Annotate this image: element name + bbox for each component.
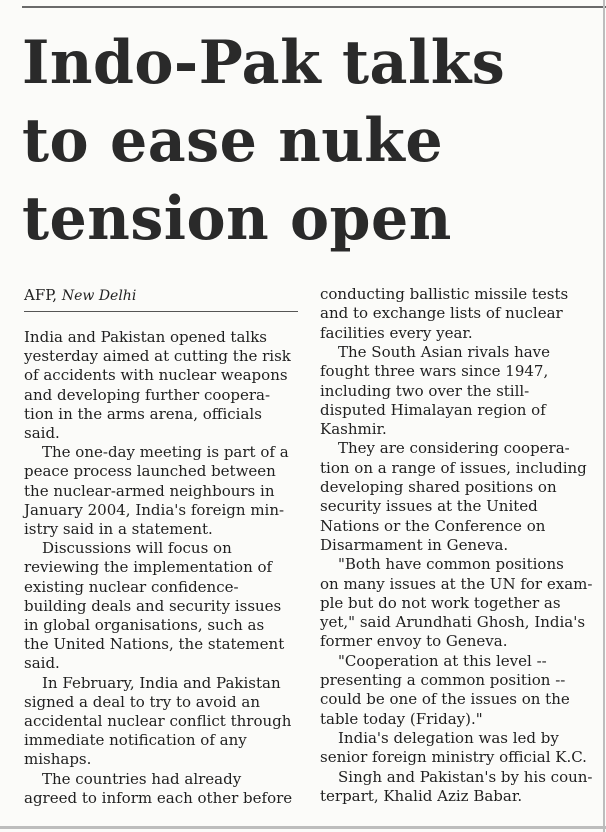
- article-line: istry said in a statement.: [24, 520, 213, 538]
- article-line: Kashmir.: [320, 420, 387, 439]
- article-line: including two over the still-: [320, 381, 530, 400]
- article-line: ple but do not work together as: [320, 593, 561, 612]
- article-line: India's delegation was led by: [338, 728, 559, 747]
- article-line: disputed Himalayan region of: [320, 400, 546, 419]
- article-line: peace process launched between: [24, 462, 276, 481]
- article-line: could be one of the issues on the: [320, 690, 570, 709]
- article-line: "Cooperation at this level --: [338, 651, 547, 670]
- article-line: presenting a common position --: [320, 671, 566, 689]
- article-line: agreed to inform each other before: [24, 788, 293, 807]
- dateline-place: New Delhi: [61, 288, 137, 304]
- headline-line: Indo-Pak talks: [22, 28, 506, 98]
- article-line: "Both have common positions: [338, 555, 564, 574]
- article-line: the nuclear-armed neighbours in: [24, 481, 275, 500]
- article-line: India and Pakistan opened talks: [24, 328, 267, 346]
- article-line: existing nuclear confidence-: [24, 577, 239, 596]
- article-line: Singh and Pakistan's by his coun-: [338, 767, 593, 786]
- article-line: table today (Friday).": [320, 709, 483, 728]
- article-line: January 2004, India's foreign min-: [24, 500, 285, 519]
- article-line: in global organisations, such as: [24, 616, 265, 634]
- article-line: building deals and security issues: [24, 596, 282, 615]
- bottom-edge: [0, 826, 606, 829]
- headline-line: tension open: [22, 184, 452, 254]
- article-line: fought three wars since 1947,: [320, 362, 549, 381]
- article-line: and developing further coopera-: [24, 385, 271, 404]
- headline: [22, 24, 602, 258]
- article-line: The countries had already: [42, 769, 242, 788]
- article-line: said.: [24, 654, 60, 673]
- article-line: accidental nuclear conflict through: [24, 712, 292, 730]
- article-line: of accidents with nuclear weapons: [24, 366, 288, 385]
- article-line: They are considering coopera-: [338, 439, 570, 458]
- article-line: on many issues at the UN for exam-: [320, 574, 593, 593]
- article-line: terpart, Khalid Aziz Babar.: [320, 786, 523, 805]
- article-line: In February, India and Pakistan: [42, 673, 281, 692]
- article-line: tion on a range of issues, including: [320, 458, 587, 477]
- article-line: facilities every year.: [320, 323, 473, 342]
- article-line: signed a deal to try to avoid an: [24, 692, 261, 711]
- article-line: senior foreign ministry official K.C.: [320, 748, 587, 767]
- article-line: Nations or the Conference on: [320, 516, 546, 535]
- dateline-rule: [24, 311, 298, 312]
- article-line: yesterday aimed at cutting the risk: [24, 347, 291, 366]
- article-line: tion in the arms arena, officials: [24, 404, 262, 423]
- right-edge: [603, 0, 605, 832]
- article-line: The one-day meeting is part of a: [42, 443, 289, 462]
- article-line: former envoy to Geneva.: [320, 632, 508, 651]
- article-line: yet," said Arundhati Ghosh, India's: [320, 613, 586, 632]
- article-line: and to exchange lists of nuclear: [320, 304, 563, 323]
- dateline-agency: AFP,: [24, 286, 58, 304]
- article-line: Disarmament in Geneva.: [320, 535, 509, 554]
- article-line: security issues at the United: [320, 497, 538, 516]
- article-line: conducting ballistic missile tests: [320, 285, 569, 303]
- article-line: The South Asian rivals have: [338, 342, 551, 361]
- article-line: said.: [24, 424, 60, 442]
- headline-line: to ease nuke: [22, 106, 444, 176]
- article-line: mishaps.: [24, 750, 92, 769]
- top-rule: [22, 6, 606, 8]
- dateline: [24, 285, 294, 306]
- article-line: developing shared positions on: [320, 478, 557, 496]
- article-line: immediate notification of any: [24, 731, 247, 750]
- article-line: reviewing the implementation of: [24, 558, 273, 577]
- article-line: the United Nations, the statement: [24, 635, 285, 654]
- article-line: Discussions will focus on: [42, 539, 232, 558]
